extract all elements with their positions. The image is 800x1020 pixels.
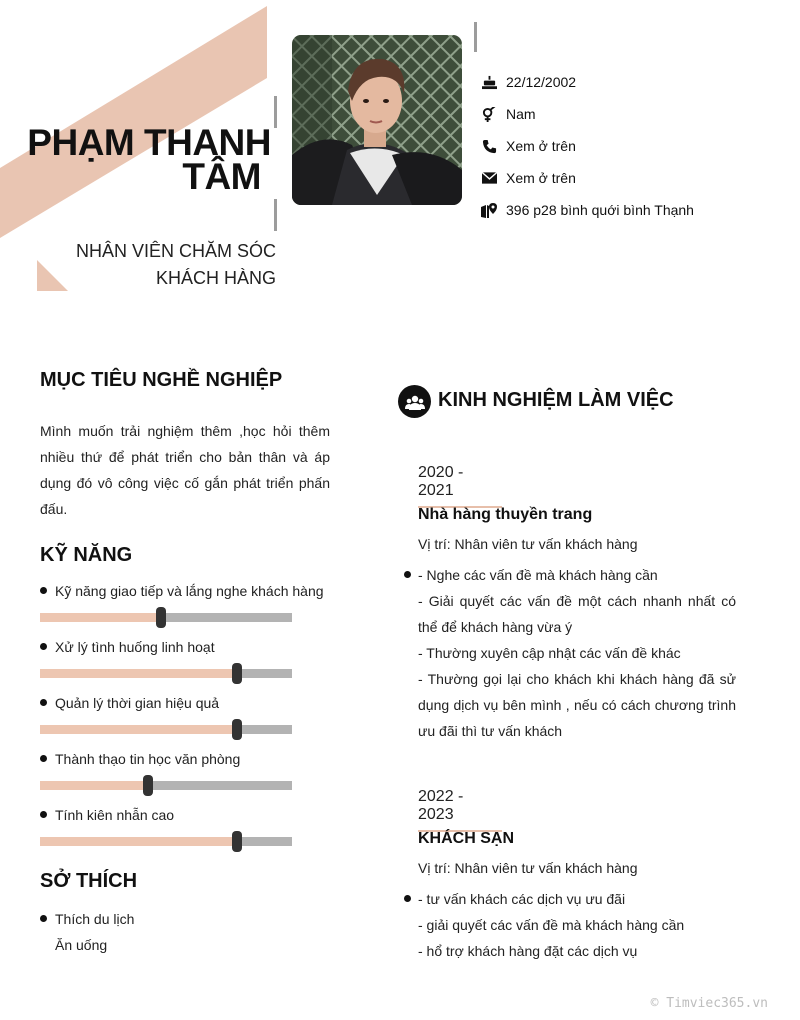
skill-item [40, 583, 324, 599]
contact-phone [481, 130, 781, 162]
bullet-dot [404, 895, 411, 902]
phone-value: Xem ở trên [506, 138, 576, 154]
skill-bar-knob [143, 775, 153, 796]
skill-item [40, 807, 174, 823]
task-line: - hổ trợ khách hàng đặt các dịch vụ [418, 943, 638, 959]
divider-bar [274, 199, 277, 231]
bullet-dot [40, 587, 47, 594]
job-title-line: KHÁCH HÀNG [155, 268, 276, 288]
contact-info [481, 66, 781, 226]
skill-bar [40, 725, 292, 734]
bullet-dot [40, 699, 47, 706]
skill-item [40, 639, 215, 655]
task-line: - giải quyết các vấn đề mà khách hàng cần [418, 917, 685, 933]
accent-corner-triangle [37, 260, 68, 291]
skill-bar-fill [40, 781, 148, 790]
bullet-dot [40, 811, 47, 818]
skill-bar-knob [156, 607, 166, 628]
skill-bar-fill [40, 613, 161, 622]
skill-label: Xử lý tình huống linh hoạt [55, 639, 215, 655]
hobby-text: Thích du lịch [55, 911, 135, 927]
skills-title: KỸ NĂNG [40, 544, 133, 566]
email-value: Xem ở trên [506, 170, 576, 186]
objective-text: Mình muốn trải nghiệm thêm ,học hỏi thêm nhiều thứ để phát triển cho bản thân và áp dụng đó vô công việc cố gắn phát triển phấn đấu. [40, 423, 330, 517]
hobby-item: Ăn uống [55, 937, 108, 953]
hobbies-title: SỞ THÍCH [40, 870, 138, 892]
contact-gender [481, 98, 781, 130]
job-tasks [418, 886, 736, 964]
skill-label: Thành thạo tin học văn phòng [55, 751, 241, 767]
phone-icon [481, 138, 497, 154]
skill-item [40, 751, 240, 767]
birthday-value: 22/12/2002 [506, 74, 577, 90]
skill-bar [40, 837, 292, 846]
name-line: PHẠM THANH [27, 122, 271, 163]
job-period: 2020 - 2021 [418, 464, 502, 508]
job-tasks [418, 562, 736, 744]
job-role: Vị trí: Nhân viên tư vấn khách hàng [418, 860, 638, 876]
job-title-line: NHÂN VIÊN CHĂM SÓC [75, 241, 276, 261]
contact-birthday [481, 66, 781, 98]
divider-bar [274, 96, 277, 128]
skill-bar [40, 781, 292, 790]
bullet-dot [404, 571, 411, 578]
objective-title: MỤC TIÊU NGHỀ NGHIỆP [40, 369, 283, 391]
job-period: 2022 - 2023 [418, 788, 502, 832]
skill-label: Quản lý thời gian hiệu quả [55, 695, 220, 711]
team-icon [398, 385, 431, 418]
task-line: - tư vấn khách các dịch vụ ưu đãi [418, 891, 626, 907]
address-value: 396 p28 bình quới bình Thạnh [506, 202, 694, 218]
skill-bar [40, 613, 292, 622]
skill-bar-fill [40, 837, 237, 846]
email-icon [481, 170, 497, 186]
footer-watermark: © Timviec365.vn [650, 996, 768, 1011]
gender-value: Nam [506, 106, 536, 122]
job-company: Nhà hàng thuyền trang [418, 506, 593, 523]
task-line: - Nghe các vấn đề mà khách hàng cần [418, 567, 658, 583]
skill-bar-fill [40, 725, 237, 734]
name-line: TÂM [182, 156, 261, 197]
skill-bar-knob [232, 831, 242, 852]
bullet-dot [40, 915, 47, 922]
skill-label: Kỹ năng giao tiếp và lắng nghe khách hàng [55, 583, 324, 599]
contact-address [481, 194, 781, 226]
job-title [76, 238, 276, 292]
skill-bar-fill [40, 669, 237, 678]
skill-item [40, 695, 219, 711]
map-pin-icon [481, 202, 497, 218]
task-line: - Thường xuyên cập nhật các vấn đề khác [418, 645, 681, 661]
job-company: KHÁCH SẠN [418, 830, 514, 847]
hobbies-list [40, 906, 134, 958]
contact-email [481, 162, 781, 194]
candidate-name [27, 122, 271, 197]
hobby-item [40, 906, 134, 932]
gender-icon [481, 106, 497, 122]
task-line: - Giải quyết các vấn đề một cách nhanh nhất có thể để khách hàng vừa ý [418, 593, 736, 635]
bullet-dot [40, 755, 47, 762]
profile-photo [292, 35, 462, 205]
experience-title: KINH NGHIỆM LÀM VIỆC [438, 389, 674, 411]
skill-bar-knob [232, 719, 242, 740]
skill-bar [40, 669, 292, 678]
birthday-cake-icon [481, 74, 497, 90]
divider-bar [474, 22, 477, 52]
skill-label: Tính kiên nhẫn cao [55, 807, 175, 823]
task-line: - Thường gọi lại cho khách khi khách hàng đã sử dụng dịch vụ bên mình , nếu có cách chương trình ưu đãi thì tư vấn khách [418, 671, 736, 739]
job-role: Vị trí: Nhân viên tư vấn khách hàng [418, 536, 638, 552]
skill-bar-knob [232, 663, 242, 684]
bullet-dot [40, 643, 47, 650]
